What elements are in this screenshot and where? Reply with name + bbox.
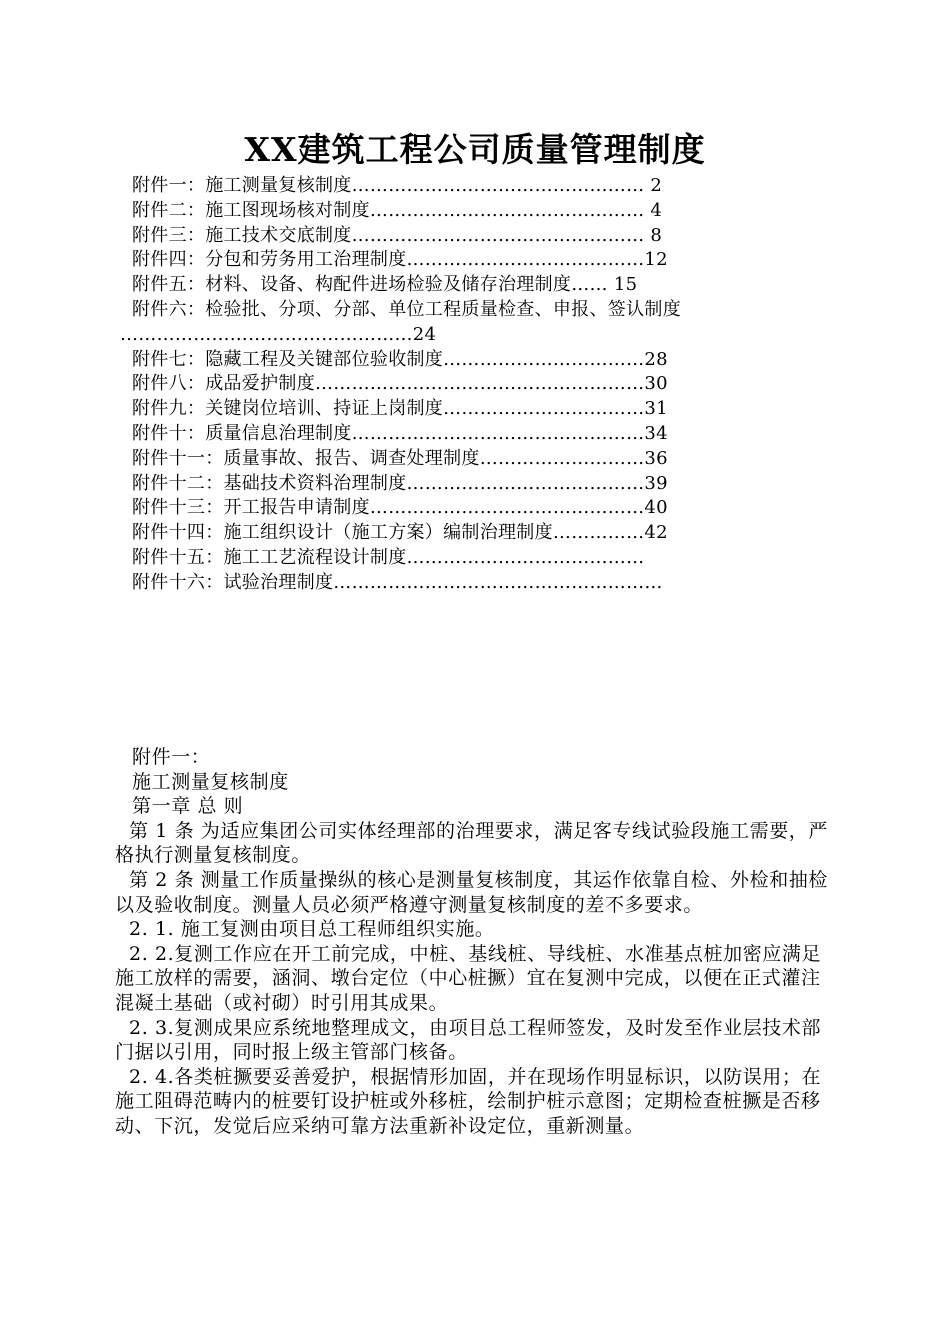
paragraph: 2. 4.各类桩撅要妥善爱护，根据情形加固，并在现场作明显标识，以防误用；在施工阻碍范畴内的桩要钉设护桩或外移桩，绘制护桩示意图；定期检查桩撅是否移动、下沉，发觉后应采纳可靠方法重新补设定位，重新测量。 xyxy=(115,1065,822,1137)
toc-entry: 附件四：分包和劳务用工治理制度…………………………………12 xyxy=(132,249,668,271)
toc-entry: 附件六：检验批、分项、分部、单位工程质量检查、申报、签认制度 xyxy=(132,298,681,320)
paragraph: 2. 1. 施工复测由项目总工程师组织实施。 xyxy=(129,918,495,941)
toc-entry: 附件十二：基础技术资料治理制度…………………………………39 xyxy=(132,472,668,494)
toc-entry: 附件十：质量信息治理制度…………………………………………34 xyxy=(132,422,668,444)
paragraph: 第 1 条 为适应集团公司实体经理部的治理要求，满足客专线试验段施工需要，严格执行测量复核制度。 xyxy=(115,819,829,867)
toc-entry: 附件八：成品爱护制度………………………………………………30 xyxy=(132,373,668,395)
paragraph: 2. 2.复测工作应在开工前完成，中桩、基线桩、导线桩、水准基点桩加密应满足施工放样的需要，涵洞、墩台定位（中心桩撅）宜在复测中完成，以便在正式灌注混凝土基础（或衬砌）时引用其成果。 xyxy=(115,942,822,1014)
toc-entry: 附件五：材料、设备、构配件进场检验及储存治理制度…… 15 xyxy=(132,274,638,296)
toc-entry: 附件三：施工技术交底制度………………………………………… 8 xyxy=(132,224,663,246)
toc-entry: 附件一：施工测量复核制度………………………………………… 2 xyxy=(132,175,663,196)
section-body xyxy=(115,745,835,1139)
toc-entry: 附件十四：施工组织设计（施工方案）编制治理制度……………42 xyxy=(132,522,668,544)
chapter-heading: 第一章 总 则 xyxy=(132,795,244,818)
section-label: 附件一： xyxy=(132,746,211,768)
toc-entry: 附件九：关键岗位培训、持证上岗制度……………………………31 xyxy=(132,398,668,420)
toc-entry: 附件二：施工图现场核对制度……………………………………… 4 xyxy=(132,199,663,221)
document-title: XX建筑工程公司质量管理制度 xyxy=(244,130,706,169)
toc-entry: 附件十三：开工报告申请制度………………………………………40 xyxy=(132,497,668,519)
table-of-contents xyxy=(120,174,822,596)
toc-entry: 附件十五：施工工艺流程设计制度………………………………… xyxy=(132,546,645,568)
toc-entry: 附件十六：试验治理制度……………………………………………… xyxy=(132,571,663,593)
toc-entry: 附件十一：质量事故、报告、调查处理制度………………………36 xyxy=(132,447,668,469)
paragraph: 第 2 条 测量工作质量操纵的核心是测量复核制度，其运作依靠自检、外检和抽检以及验收制度。测量人员必须严格遵守测量复核制度的差不多要求。 xyxy=(115,868,829,916)
section-heading: 施工测量复核制度 xyxy=(132,770,289,793)
toc-entry: 附件七：隐藏工程及关键部位验收制度……………………………28 xyxy=(132,348,668,370)
toc-entry-continuation: …………………………………………24 xyxy=(120,323,437,345)
paragraph: 2. 3.复测成果应系统地整理成文，由项目总工程师签发，及时发至作业层技术部门据以引用，同时报上级主管部门核备。 xyxy=(115,1016,822,1064)
